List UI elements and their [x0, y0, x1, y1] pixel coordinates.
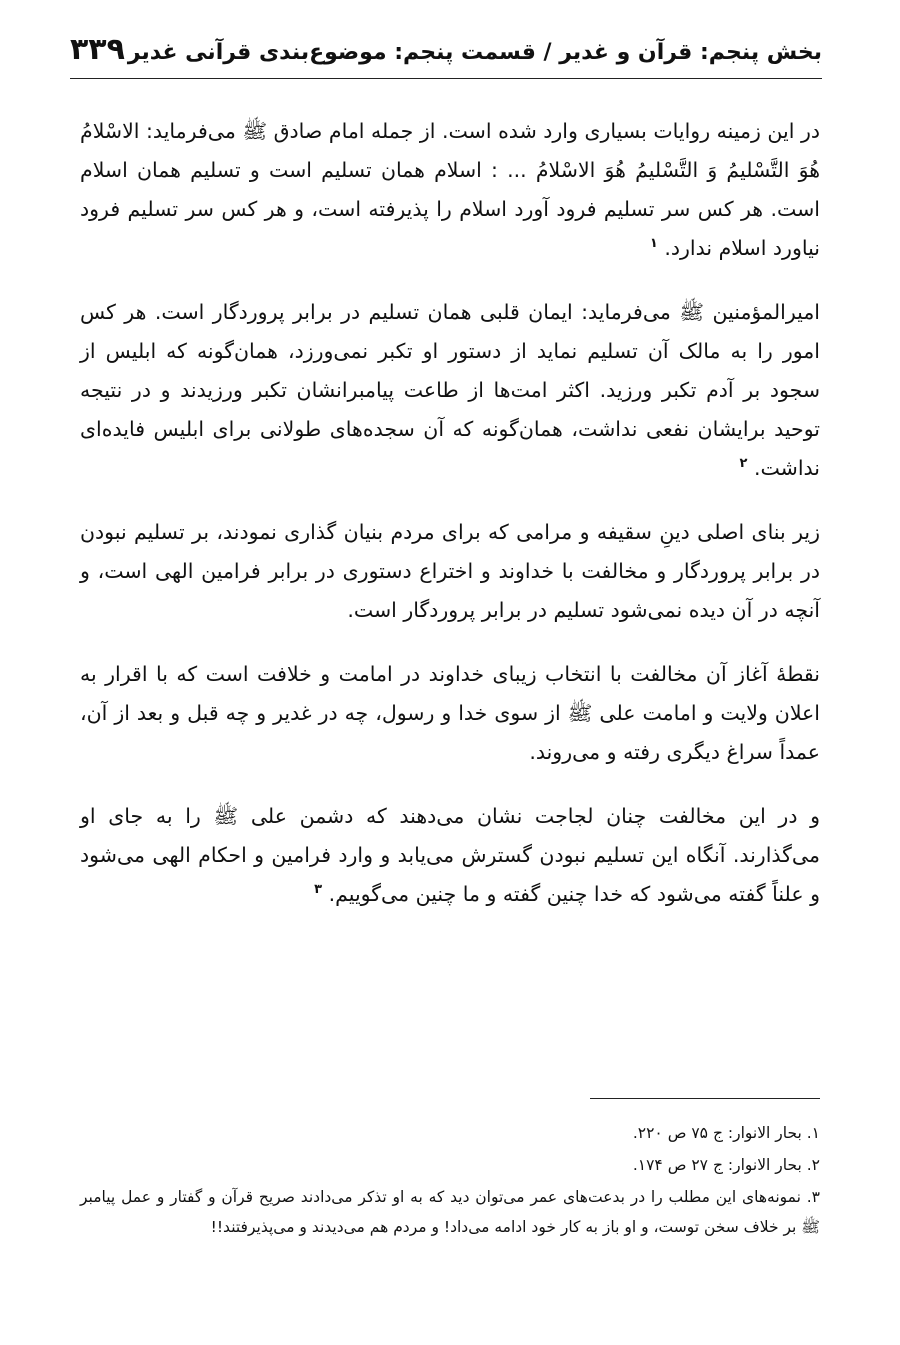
footnote-divider: [590, 1098, 820, 1099]
paragraph-5: [80, 797, 820, 914]
footnote-3: ۳. نمونه‌های این مطلب را در بدعت‌های عمر می‌توان دید که به او تذکر می‌دادند صریح قرآن و گفتار و عمل پیامبر ﷺ بر خلاف سخن توست، و او باز به کار خود ادامه می‌داد! و مردم هم می‌دیدند و می‌پذیرفتند!!: [80, 1188, 820, 1236]
header-title: بخش پنجم: قرآن و غدیر / قسمت پنجم: موضوع‌بندی قرآنی غدیر: [127, 40, 822, 65]
paragraph-text: زیر بنای اصلی دینِ سقیفه و مرامی که برای مردم بنیان گذاری نمودند، بر تسلیم نبودن در برابر پروردگار و مخالفت با خداوند و اختراع دستوری در برابر فرامین الهی است، و آنچه در آن دیده نمی‌شود تسلیم در برابر پروردگار است.: [80, 520, 820, 622]
running-header: [70, 28, 822, 79]
body-text: [80, 112, 820, 939]
footnote-ref-3[interactable]: ۳: [314, 882, 323, 898]
paragraph-text: نقطهٔ آغاز آن مخالفت با انتخاب زیبای خداوند در امامت و خلافت است که با اقرار به اعلان ولایت و امامت علی ﷺ از سوی خدا و رسول، چه در غدیر و چه قبل و بعد از آن، عمداً سراغ دیگری رفته و می‌روند.: [80, 662, 820, 764]
footnotes: [80, 1118, 820, 1244]
footnote-2: ۲. بحار الانوار: ج ۲۷ ص ۱۷۴.: [632, 1156, 820, 1174]
paragraph-1: [80, 112, 820, 268]
paragraph-3: [80, 513, 820, 630]
paragraph-text: امیرالمؤمنین ﷺ می‌فرماید: ایمان قلبی همان تسلیم در برابر پروردگار است. هر کس امور را به مالک آن تسلیم نماید از دستور او تکبر نمی‌ورزد، همان‌گونه که ابلیس از سجود بر آدم تکبر ورزید. اکثر امت‌ها از طاعت پیامبرانشان تکبر ورزیدند و در نتیجه توحید برایشان نفعی نداشت، همان‌گونه که آن سجده‌های طولانی برای ابلیس فایده‌ای نداشت.: [80, 300, 820, 480]
footnote-1: ۱. بحار الانوار: ج ۷۵ ص ۲۲۰.: [632, 1124, 820, 1142]
paragraph-4: [80, 655, 820, 772]
footnote-ref-2[interactable]: ۲: [739, 456, 748, 472]
footnote-ref-1[interactable]: ۱: [649, 236, 658, 252]
page-number: ۳۳۹: [70, 32, 125, 67]
paragraph-text: و در این مخالفت چنان لجاجت نشان می‌دهند که دشمن علی ﷺ را به جای او می‌گذارند. آنگاه این تسلیم نبودن گسترش می‌یابد و وارد فرامین و احکام الهی می‌شود و علناً گفته می‌شود که خدا چنین گفته و ما چنین می‌گوییم.: [80, 804, 820, 906]
paragraph-2: [80, 293, 820, 488]
paragraph-text: در این زمینه روایات بسیاری وارد شده است. از جمله امام صادق ﷺ می‌فرماید: الاسْلامُ هُوَ التَّسْلیمُ وَ التَّسْلیمُ هُوَ الاسْلامُ ... : اسلام همان تسلیم است و تسلیم همان اسلام است. هر کس سر تسلیم فرود آورد اسلام را پذیرفته است، و هر کس سر تسلیم فرود نیاورد اسلام ندارد.: [80, 119, 820, 260]
